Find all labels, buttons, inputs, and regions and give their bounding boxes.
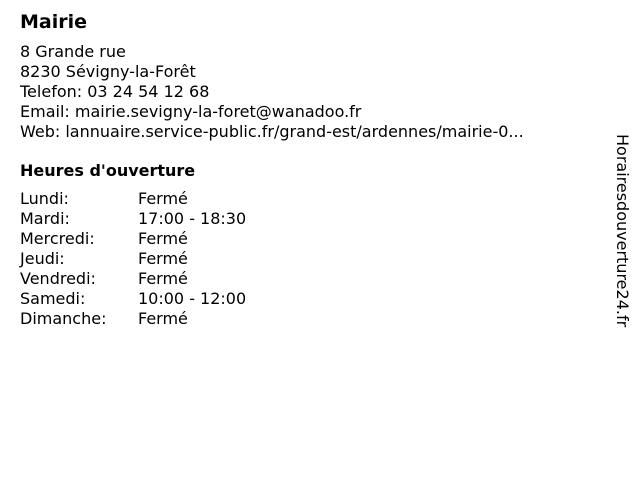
place-title: Mairie	[20, 11, 88, 33]
day-label: Dimanche:	[20, 309, 107, 328]
day-label: Samedi:	[20, 289, 86, 308]
day-hours: Fermé	[138, 269, 188, 288]
email-line: Email: mairie.sevigny-la-foret@wanadoo.fr	[20, 102, 362, 121]
hours-row-friday	[20, 269, 590, 289]
day-hours: Fermé	[138, 249, 188, 268]
address-city: 8230 Sévigny-la-Forêt	[20, 62, 196, 81]
day-hours: Fermé	[138, 189, 188, 208]
web-line: Web: lannuaire.service-public.fr/grand-est/ardennes/mairie-0...	[20, 122, 524, 141]
address-street: 8 Grande rue	[20, 42, 126, 61]
day-label: Vendredi:	[20, 269, 96, 288]
phone-line: Telefon: 03 24 54 12 68	[20, 82, 210, 101]
day-label: Mardi:	[20, 209, 70, 228]
place-card	[20, 10, 590, 329]
hours-row-sunday	[20, 309, 590, 329]
hours-row-thursday	[20, 249, 590, 269]
opening-hours-list	[20, 189, 590, 329]
day-label: Jeudi:	[20, 249, 65, 268]
site-watermark: Horairesdouverture24.fr	[613, 134, 632, 328]
opening-hours-heading: Heures d'ouverture	[20, 161, 196, 180]
hours-row-wednesday	[20, 229, 590, 249]
day-hours: Fermé	[138, 309, 188, 328]
day-hours: 10:00 - 12:00	[138, 289, 247, 308]
hours-row-tuesday	[20, 209, 590, 229]
hours-row-monday	[20, 189, 590, 209]
hours-row-saturday	[20, 289, 590, 309]
day-hours: 17:00 - 18:30	[138, 209, 247, 228]
day-label: Mercredi:	[20, 229, 95, 248]
day-hours: Fermé	[138, 229, 188, 248]
day-label: Lundi:	[20, 189, 69, 208]
